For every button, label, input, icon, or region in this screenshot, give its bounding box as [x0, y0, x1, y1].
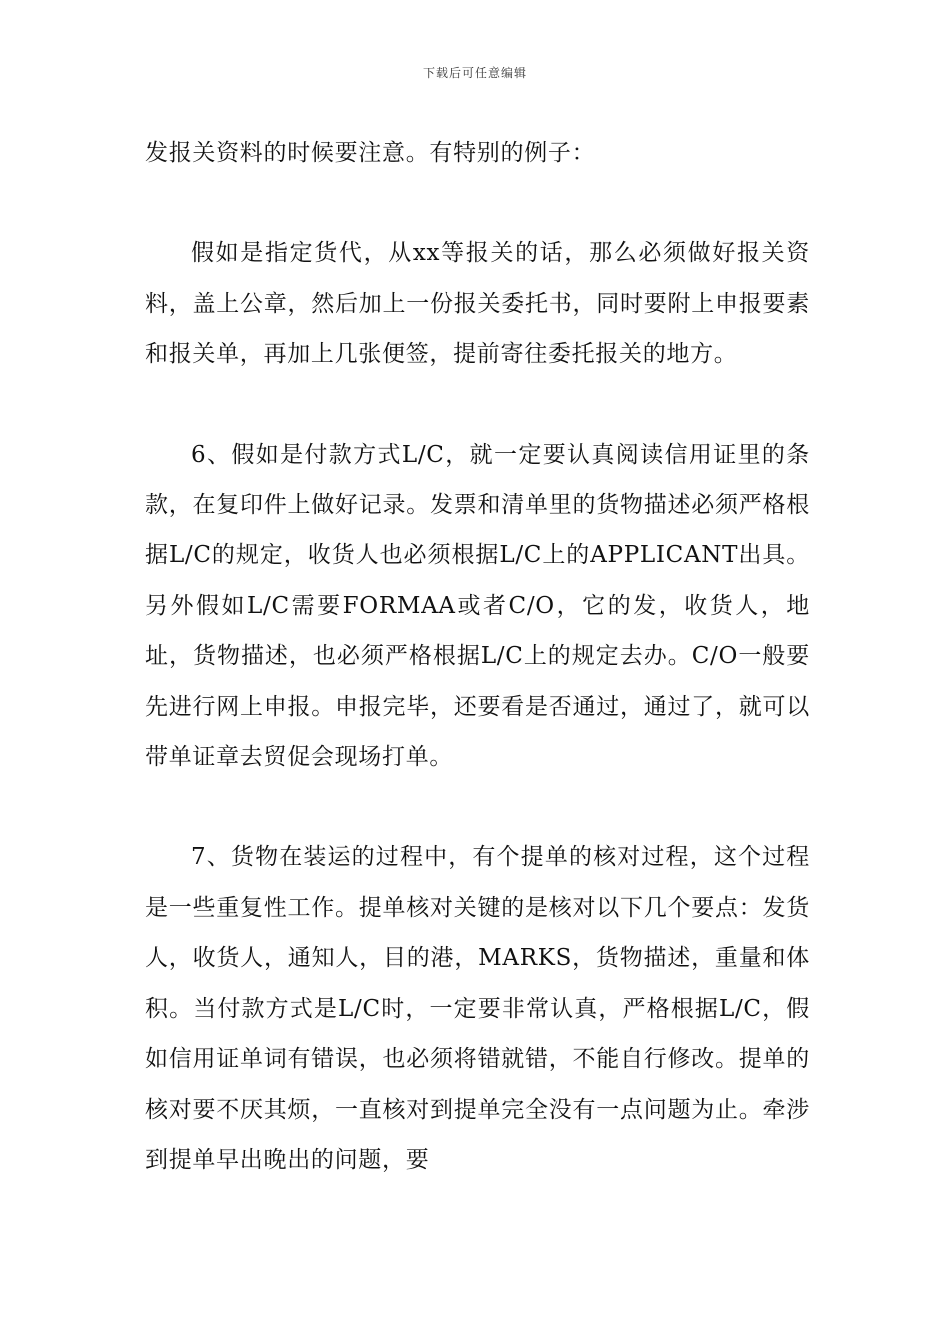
paragraph-gap [145, 178, 810, 228]
document-body [145, 128, 810, 1185]
paragraph-designated-forwarder: 假如是指定货代，从xx等报关的话，那么必须做好报关资料，盖上公章，然后加上一份报关委托书，同时要附上申报要素和报关单，再加上几张便签，提前寄往委托报关的地方。 [145, 240, 810, 368]
paragraph-gap [145, 380, 810, 430]
paragraph-item-7: 7、货物在装运的过程中，有个提单的核对过程，这个过程是一些重复性工作。提单核对关键的是核对以下几个要点：发货人，收货人，通知人，目的港，MARKS，货物描述，重量和体积。当付款方式是L/C时，一定要非常认真，严格根据L/C，假如信用证单词有错误，也必须将错就错，不能自行修改。提单的核对要不厌其烦，一直核对到提单完全没有一点问题为止。牵涉到提单早出晚出的问题，要 [145, 844, 810, 1173]
page-header: 下载后可任意编辑 [422, 66, 527, 80]
paragraph-gap [145, 782, 810, 832]
paragraph-continuation: 发报关资料的时候要注意。有特别的例子： [145, 140, 596, 166]
paragraph-item-6: 6、假如是付款方式L/C，就一定要认真阅读信用证里的条款，在复印件上做好记录。发票和清单里的货物描述必须严格根据L/C的规定，收货人也必须根据L/C上的APPLICANT出具。另外假如L/C需要FORMAA或者C/O，它的发，收货人，地址，货物描述，也必须严格根据L/C上的规定去办。C/O一般要先进行网上申报。申报完毕，还要看是否通过，通过了，就可以带单证章去贸促会现场打单。 [145, 441, 810, 771]
